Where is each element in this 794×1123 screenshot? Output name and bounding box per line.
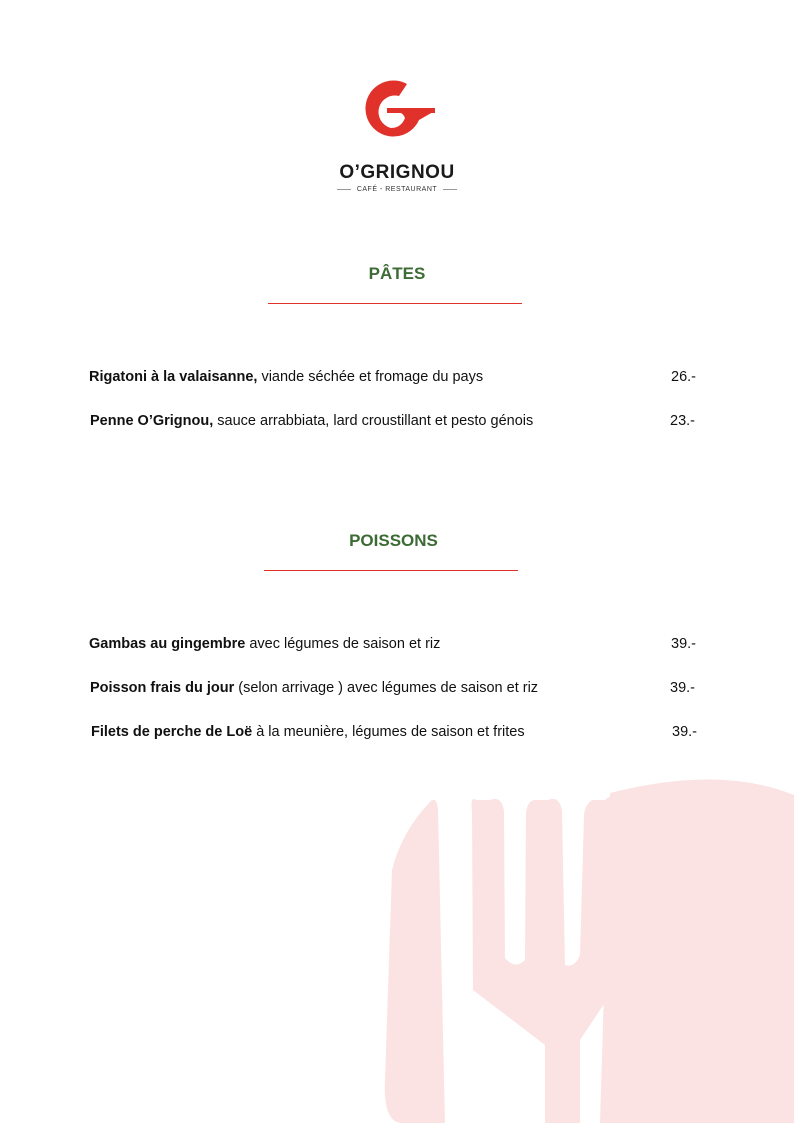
menu-item-text <box>90 680 538 696</box>
brand-name: O’GRIGNOU <box>339 162 455 183</box>
red-g-logo-icon <box>357 78 437 142</box>
menu-item-description: à la meunière, légumes de saison et frites <box>252 724 525 740</box>
menu-item-text <box>89 369 483 385</box>
menu-item-price: 26.- <box>671 369 696 385</box>
menu-item-name: Filets de perche de Loë <box>91 724 253 740</box>
menu-item-description: (selon arrivage ) avec légumes de saison et riz <box>234 680 539 696</box>
menu-item-text <box>90 413 533 429</box>
menu-item-name: Penne O’Grignou, <box>90 413 214 429</box>
menu-item-price: 39.- <box>671 636 696 652</box>
brand-tagline: CAFÉ - RESTAURANT <box>356 186 438 193</box>
section-pates <box>0 264 794 304</box>
menu-item-name: Rigatoni à la valaisanne, <box>89 369 258 385</box>
section-title: PÂTES <box>368 264 426 283</box>
section-poissons <box>0 531 794 571</box>
restaurant-logo <box>0 78 794 193</box>
section-divider <box>264 570 518 571</box>
menu-item-price: 23.- <box>670 413 695 429</box>
knife-shape <box>385 800 445 1123</box>
menu-item-description: sauce arrabbiata, lard croustillant et pesto génois <box>213 413 534 429</box>
menu-item-description: avec légumes de saison et riz <box>245 636 441 652</box>
menu-item-description: viande séchée et fromage du pays <box>257 369 484 385</box>
menu-item-name: Gambas au gingembre <box>89 636 246 652</box>
menu-item-name: Poisson frais du jour <box>90 680 235 696</box>
section-title: POISSONS <box>349 531 438 550</box>
plate-shape <box>600 779 794 1123</box>
menu-item-text <box>89 636 440 652</box>
menu-item-price: 39.- <box>670 680 695 696</box>
brand-tagline-row <box>0 186 794 193</box>
fork-shape <box>472 797 616 1123</box>
menu-item-text <box>91 724 525 740</box>
tagline-right-rule <box>443 189 457 190</box>
menu-item-price: 39.- <box>672 724 697 740</box>
tagline-left-rule <box>337 189 351 190</box>
section-divider <box>268 303 522 304</box>
